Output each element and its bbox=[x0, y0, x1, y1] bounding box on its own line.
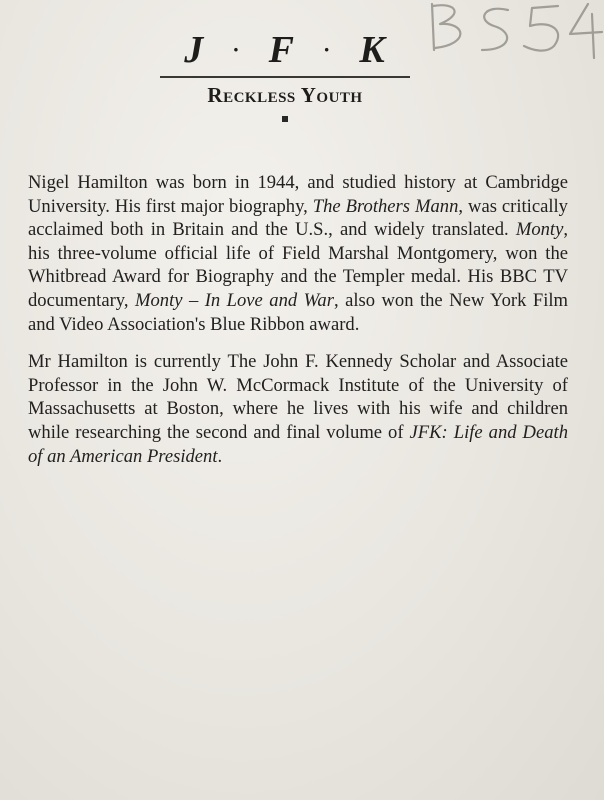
documentary-title-italic: Monty – In Love and War bbox=[134, 289, 334, 311]
handwritten-pencil-note bbox=[420, 0, 604, 62]
author-biography bbox=[28, 171, 568, 468]
book-title-italic: JFK: Life and Death of an American President bbox=[28, 421, 568, 467]
bio-text: , his three-volume official life of Field Marshal Montgomery, won the Whitbread Award for Biography and the Templer medal. His BBC TV documentary, bbox=[28, 219, 568, 311]
book-title-block bbox=[150, 30, 420, 122]
book-subtitle: Reckless Youth bbox=[207, 83, 363, 107]
bio-paragraph-1 bbox=[28, 171, 568, 336]
bio-text: . bbox=[217, 445, 223, 467]
title-letter-f: F bbox=[268, 29, 295, 71]
bio-text: , was critically acclaimed both in Britain and the U.S., and widely translated. bbox=[28, 195, 568, 241]
square-ornament bbox=[282, 116, 288, 122]
title-letter-j: J bbox=[184, 29, 205, 71]
book-title-italic: Monty bbox=[515, 219, 564, 241]
bio-paragraph-2 bbox=[28, 350, 568, 468]
bio-text: Nigel Hamilton was born in 1944, and studied history at Cambridge University. His first major biography, bbox=[28, 172, 568, 217]
title-separator-dot: · bbox=[323, 37, 332, 62]
title-letter-k: K bbox=[359, 29, 386, 71]
title-jfk bbox=[150, 30, 420, 70]
title-divider bbox=[160, 76, 410, 78]
title-separator-dot: · bbox=[232, 37, 241, 62]
bio-text: , also won the New York Film and Video Association's Blue Ribbon award. bbox=[28, 289, 568, 335]
book-title-italic: The Brothers Mann bbox=[312, 195, 459, 217]
bio-text: Mr Hamilton is currently The John F. Kennedy Scholar and Associate Professor in the John W. McCormack Institute of the University of Massachusetts at Boston, where he lives with his wife and children while researching the second and final volume of bbox=[28, 351, 568, 443]
